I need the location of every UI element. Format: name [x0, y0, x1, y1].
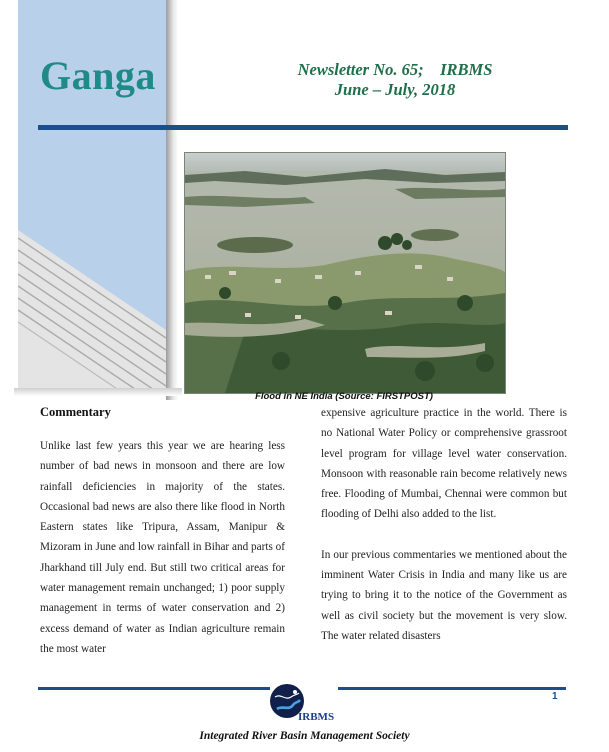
flood-photo: [184, 152, 506, 394]
footer-divider-right: [338, 687, 566, 690]
flood-photo-illustration: [185, 153, 505, 393]
newsletter-number: Newsletter No. 65; IRBMS: [297, 60, 493, 79]
commentary-heading: Commentary: [40, 405, 111, 419]
page-number: 1: [552, 691, 558, 702]
footer-divider-left: [38, 687, 270, 690]
side-panel-base: [14, 388, 182, 396]
newsletter-date: June – July, 2018: [334, 80, 456, 99]
commentary-paragraph: In our previous commentaries we mentioned about the imminent Water Crisis in India and many like us are trying to bring it to the notice of the Government as well as civil society but the movement is very slow. The water related disasters: [321, 548, 567, 642]
newsletter-issue-info: [270, 60, 520, 100]
side-panel-shadow: [166, 0, 178, 400]
newsletter-brand-title: Ganga: [40, 53, 156, 98]
side-panel-stripes: [18, 230, 166, 394]
irbms-logo-text: IRBMS: [298, 711, 335, 723]
header-divider: [38, 125, 568, 130]
commentary-paragraph: Unlike last few years this year we are hearing less number of bad news in monsoon and there are low rainfall deficiencies in majority of the states. Occasional bad news are also there like flood in North Eastern states like Tripura, Assam, Manipur & Mizoram in June and low rainfall in Bihar and parts of Jharkhand till July end. But still two critical areas for water management remain unchanged; 1) poor supply management in terms of water conservation and 2) excess demand of water as Indian agriculture remain the most water: [40, 440, 285, 655]
society-name: Integrated River Basin Management Society: [199, 730, 410, 742]
commentary-left-column: [40, 436, 285, 659]
photo-caption: Flood in NE India (Source: FIRSTPOST): [255, 391, 433, 402]
commentary-paragraph: expensive agriculture practice in the world. There is no National Water Policy or comprehensive grassroot level program for village level water conservation. Monsoon with reasonable rain become relatively news free. Flooding of Mumbai, Chennai were common but flooding of Delhi also added to the list.: [321, 407, 567, 521]
commentary-right-column: [321, 403, 567, 646]
